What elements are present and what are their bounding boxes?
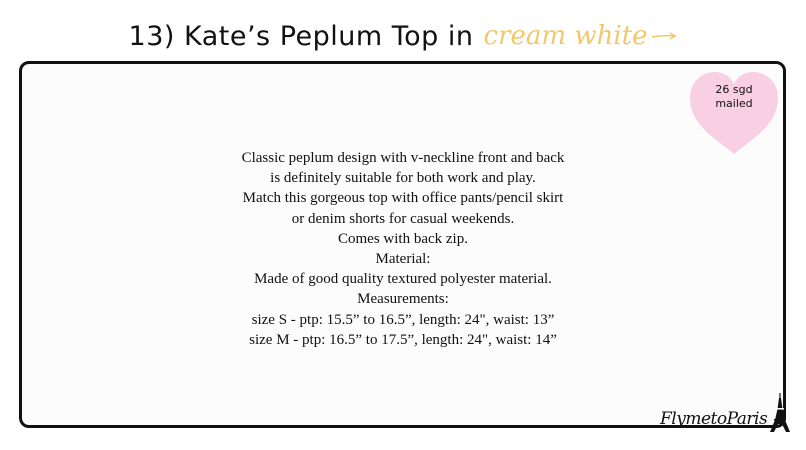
material-text: Made of good quality textured polyester material. [254,271,552,288]
measurements-heading: Measurements: [357,291,449,308]
product-color [484,21,678,51]
arrow-flourish-icon [651,30,677,42]
description-line: Comes with back zip. [338,230,468,247]
product-description [120,148,686,350]
price-badge [688,70,780,156]
size-s-measurements: size S - ptp: 15.5” to 16.5”, length: 24", waist: 13” [251,311,555,328]
product-title: 13) Kate’s Peplum Top in [128,20,474,52]
brand-name: FlymetoParis [660,409,768,429]
delivery-method: mailed [715,97,753,110]
price-value: 26 sgd [715,83,753,96]
size-m-measurements: size M - ptp: 16.5” to 17.5”, length: 24", waist: 14” [249,331,557,348]
description-line: Classic peplum design with v-neckline front and back [241,150,565,166]
price-text [688,83,780,111]
brand-logo [660,393,791,433]
description-line: is definitely suitable for both work and play. [270,170,536,187]
product-color-label: cream white [483,21,648,51]
description-line: Match this gorgeous top with office pants/pencil skirt [242,190,564,207]
description-line: or denim shorts for casual weekends. [291,210,515,227]
eiffel-tower-icon [769,393,791,433]
page-title [0,14,806,58]
material-heading: Material: [375,251,431,268]
